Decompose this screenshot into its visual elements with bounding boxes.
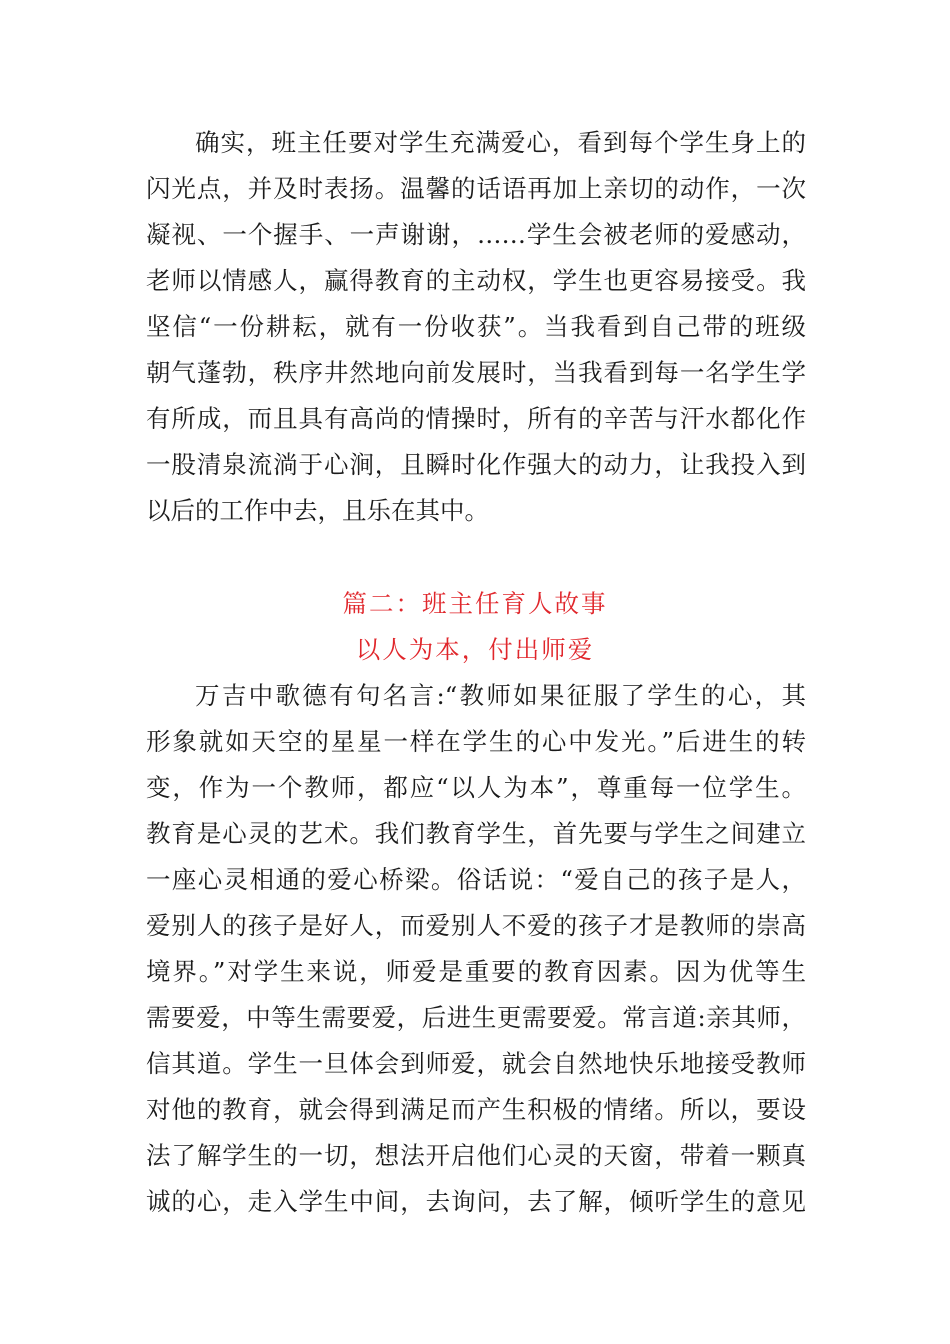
paragraph-line: 坚信“一份耕耘，就有一份收获”。当我看到自己带的班级 <box>146 312 806 341</box>
paragraph-line: 诚的心，走入学生中间，去询问，去了解，倾听学生的意见 <box>146 1187 806 1216</box>
paragraph-line: 形象就如天空的星星一样在学生的心中发光。”后进生的转 <box>146 727 806 756</box>
section-subtitle: 以人为本，付出师爱 <box>355 635 595 664</box>
paragraph-line: 朝气蓬勃，秩序井然地向前发展时，当我看到每一名学生学 <box>146 358 806 387</box>
paragraph-line: 凝视、一个握手、一声谢谢，……学生会被老师的爱感动， <box>146 220 806 249</box>
paragraph-line: 确实，班主任要对学生充满爱心，看到每个学生身上的 <box>195 128 806 157</box>
paragraph-line: 教育是心灵的艺术。我们教育学生，首先要与学生之间建立 <box>146 819 806 848</box>
paragraph-line: 老师以情感人，赢得教育的主动权，学生也更容易接受。我 <box>146 266 806 295</box>
paragraph-line: 一股清泉流淌于心涧，且瞬时化作强大的动力，让我投入到 <box>146 450 806 479</box>
paragraph-line: 变，作为一个教师，都应“以人为本”，尊重每一位学生。 <box>146 773 806 802</box>
paragraph-line: 法了解学生的一切，想法开启他们心灵的天窗，带着一颗真 <box>146 1141 806 1170</box>
paragraph-line: 爱别人的孩子是好人，而爱别人不爱的孩子才是教师的崇高 <box>146 911 806 940</box>
paragraph-line: 一座心灵相通的爱心桥梁。俗话说：“爱自己的孩子是人， <box>146 865 806 894</box>
paragraph-line: 万吉中歌德有句名言:“教师如果征服了学生的心，其 <box>195 681 806 710</box>
paragraph-line: 闪光点，并及时表扬。温馨的话语再加上亲切的动作，一次 <box>146 174 806 203</box>
paragraph-line: 信其道。学生一旦体会到师爱，就会自然地快乐地接受教师 <box>146 1049 806 1078</box>
paragraph-line: 有所成，而且具有高尚的情操时，所有的辛苦与汗水都化作 <box>146 404 806 433</box>
paragraph-line: 境界。”对学生来说，师爱是重要的教育因素。因为优等生 <box>146 957 806 986</box>
paragraph-line: 对他的教育，就会得到满足而产生积极的情绪。所以，要设 <box>146 1095 806 1124</box>
paragraph-line: 以后的工作中去，且乐在其中。 <box>146 496 489 525</box>
paragraph-line: 需要爱，中等生需要爱，后进生更需要爱。常言道:亲其师， <box>146 1003 806 1032</box>
section-title: 篇二：班主任育人故事 <box>342 589 608 618</box>
